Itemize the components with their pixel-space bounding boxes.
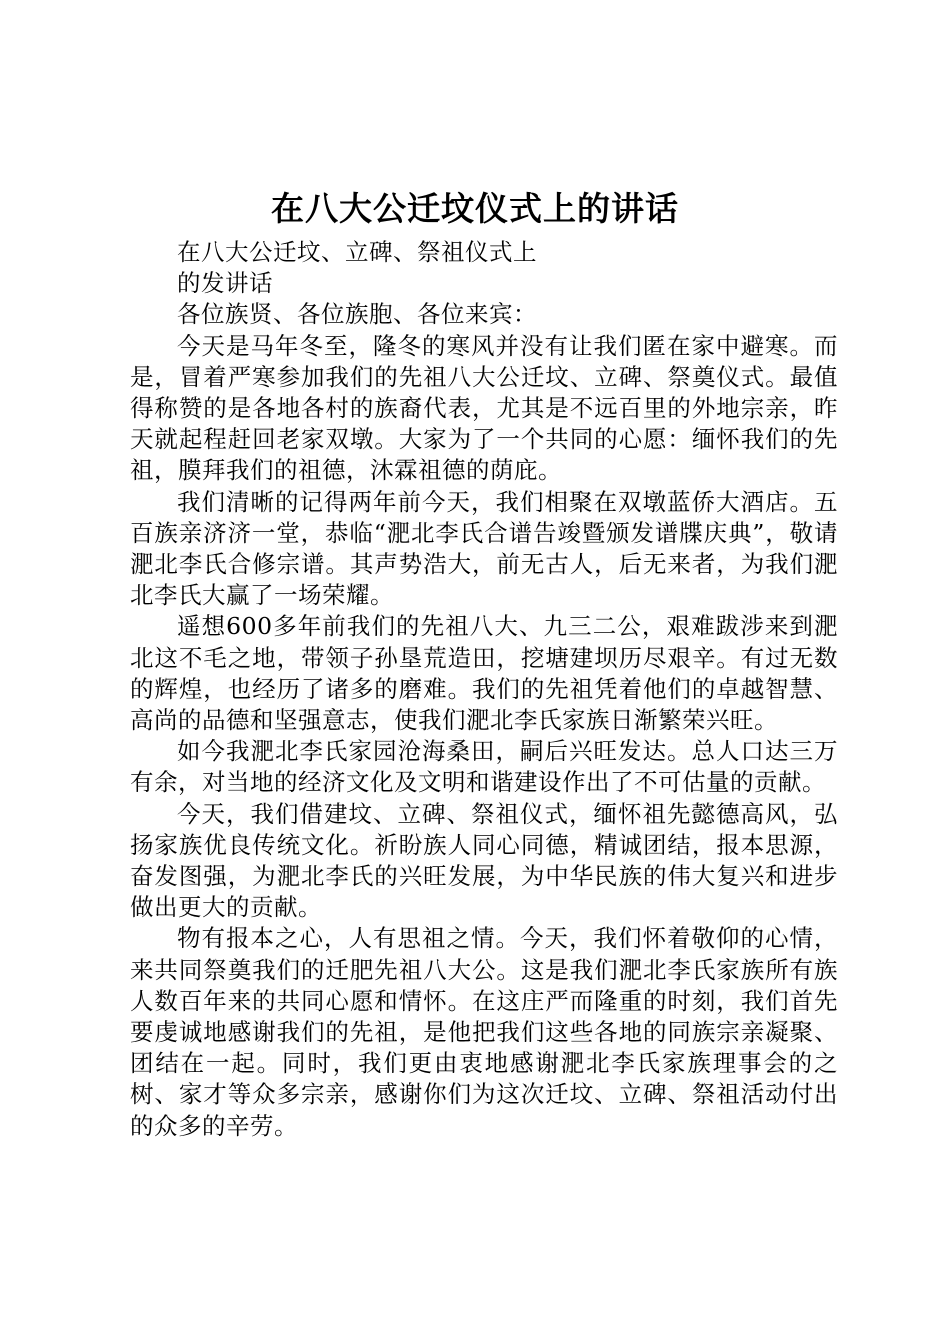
paragraph: 今天，我们借建坟、立碑、祭祖仪式，缅怀祖先懿德高风，弘扬家族优良传统文化。祈盼族人同心同德，精诚团结，报本思源，奋发图强，为淝北李氏的兴旺发展，为中华民族的伟大复兴和进步做出更大的贡献。 [130, 799, 838, 922]
paragraph: 今天是马年冬至，隆冬的寒风并没有让我们匿在家中避寒。而是，冒着严寒参加我们的先祖八大公迁坟、立碑、祭奠仪式。最值得称赞的是各地各村的族裔代表，尤其是不远百里的外地宗亲，昨天就起程赶回老家双墩。大家为了一个共同的心愿：缅怀我们的先祖，膜拜我们的祖德，沐霖祖德的荫庇。 [130, 331, 838, 485]
paragraph: 遥想600多年前我们的先祖八大、九三二公，艰难跋涉来到淝北这不毛之地，带领子孙垦荒造田，挖塘建坝历尽艰辛。有过无数的辉煌，也经历了诸多的磨难。我们的先祖凭着他们的卓越智慧、高尚的品德和坚强意志，使我们淝北李氏家族日渐繁荣兴旺。 [130, 612, 838, 735]
document-body [130, 237, 838, 1142]
salutation: 各位族贤、各位族胞、各位来宾： [177, 300, 537, 329]
paragraph: 如今我淝北李氏家园沧海桑田，嗣后兴旺发达。总人口达三万有余，对当地的经济文化及文明和谐建设作出了不可估量的贡献。 [130, 737, 838, 797]
subtitle-line-2: 的发讲话 [177, 269, 273, 298]
paragraph: 我们清晰的记得两年前今天，我们相聚在双墩蓝侨大酒店。五百族亲济济一堂，恭临“淝北李氏合谱告竣暨颁发谱牒庆典”，敬请淝北李氏合修宗谱。其声势浩大，前无古人，后无来者，为我们淝北李氏大赢了一场荣耀。 [130, 487, 838, 610]
subtitle-line-1: 在八大公迁坟、立碑、祭祖仪式上 [177, 238, 537, 266]
paragraph: 物有报本之心，人有思祖之情。今天，我们怀着敬仰的心情，来共同祭奠我们的迁肥先祖八大公。这是我们淝北李氏家族所有族人数百年来的共同心愿和情怀。在这庄严而隆重的时刻，我们首先要虔诚地感谢我们的先祖，是他把我们这些各地的同族宗亲凝聚、团结在一起。同时，我们更由衷地感谢淝北李氏家族理事会的之树、家才等众多宗亲，感谢你们为这次迁坟、立碑、祭祖活动付出的众多的辛劳。 [130, 924, 838, 1140]
document-title: 在八大公迁坟仪式上的讲话 [271, 189, 679, 228]
